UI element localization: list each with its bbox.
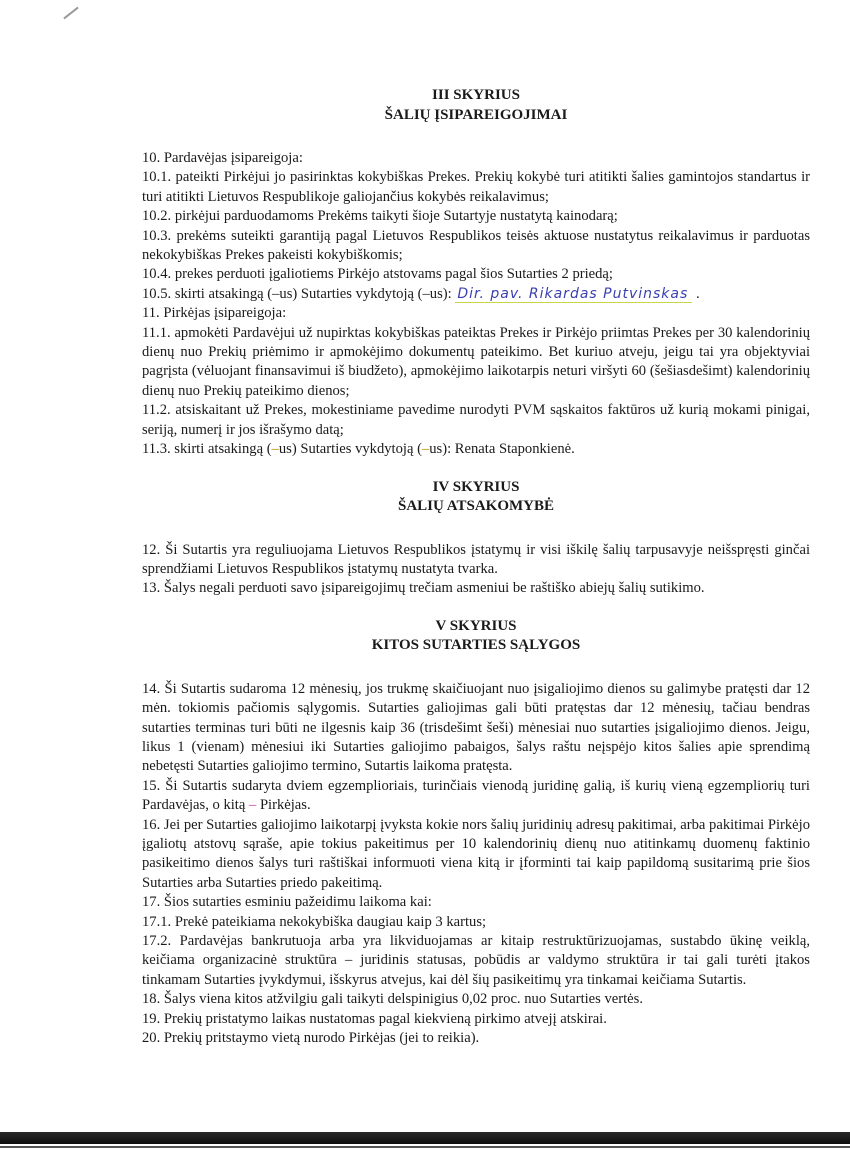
paragraph: 18. Šalys viena kitos atžvilgiu gali taikyti delspinigius 0,02 proc. nuo Sutarties vertės. bbox=[142, 991, 643, 1008]
section-heading-iv bbox=[142, 478, 810, 517]
paragraph: 17.2. Pardavėjas bankrutuoja arba yra likviduojamas ar kitaip restruktūrizuojamas, sustabdo ūkinę veiklą, keičiama organizacinė struktūra – juridinis statusas, pobūdis ar valdymo struktūra ir tai gali turėti įtakos tinkamam Sutarties įvykdymui, išskyrus atvejus, kai dėl šių pasikeitimų yra tinkamai keičiama Sutartis. bbox=[142, 933, 810, 988]
paragraph: 17.1. Prekė pateikiama nekokybiška daugiau kaip 3 kartus; bbox=[142, 913, 487, 930]
section-title: KITOS SUTARTIES SĄLYGOS bbox=[371, 637, 581, 654]
scan-bottom-line bbox=[0, 1146, 850, 1148]
section-number: V SKYRIUS bbox=[435, 617, 517, 634]
paragraph: 13. Šalys negali perduoti savo įsipareigojimų trečiam asmeniui be raštiško abiejų šalių sutikimo. bbox=[142, 580, 705, 597]
section-title: ŠALIŲ ĮSIPAREIGOJIMAI bbox=[384, 106, 568, 123]
signature-line-suffix: . bbox=[695, 285, 700, 302]
paragraph: 10.4. prekes perduoti įgaliotiems Pirkėjo atstovams pagal šios Sutarties 2 priedą; bbox=[142, 266, 613, 283]
highlight-dash: – bbox=[249, 797, 257, 814]
section-heading-iii bbox=[142, 86, 810, 125]
paragraph: 10.2. pirkėjui parduodamoms Prekėms taikyti šioje Sutartyje nustatytą kainodarą; bbox=[142, 208, 618, 225]
paragraph: 11.1. apmokėti Pardavėjui už nupirktas kokybiškas pateiktas Prekes ir Pirkėjo priimtas Prekes per 30 kalendorinių dienų nuo Prekių priėmimo ir apmokėjimo dokumentų pateikimo. Bet kuriuo atveju, jeigu tai yra objektyviai pagrįsta (vėluojant finansavimui iš biudžeto), apmokėjimo laikotarpis neturi viršyti 60 (šešiasdešimt) kalendorinių dienų nuo Prekių pateikimo dienos; bbox=[142, 324, 810, 399]
text-fragment: Pirkėjas. bbox=[256, 797, 311, 814]
text-fragment: us) Sutarties vykdytoją ( bbox=[278, 441, 422, 458]
highlight-dash: – bbox=[271, 441, 279, 458]
paragraph: 11.2. atsiskaitant už Prekes, mokestiniame pavedime nurodyti PVM sąskaitos faktūros už kurią mokami pinigai, seriją, numerį ir jos išrašymo datą; bbox=[142, 402, 810, 438]
text-fragment: 15. Ši Sutartis sudaryta dviem egzemplioriais, turinčiais vienodą juridinę galią, iš kurių vieną egzempliorių turi Pardavėjas, o kitą bbox=[142, 777, 810, 814]
paragraph: 14. Ši Sutartis sudaroma 12 mėnesių, jos trukmę skaičiuojant nuo įsigaliojimo dienos su galimybe pratęsti dar 12 mėn. tokiomis pačiomis sąlygomis. Sutarties galiojimas gali būti pratęstas dar 12 mėnesių, tačiau bendras sutarties terminas turi būti ne ilgesnis kaip 36 (trisdešimt šeši) mėnesiai nuo sutarties įsigaliojimo dienos. Jeigu, likus 1 (vienam) mėnesiui iki Sutarties galiojimo pabaigos, šalys raštu neįspėjo kitos šalies apie sprendimą nebetęsti Sutarties galiojimo termino, Sutartis laikoma pratęsta. bbox=[142, 680, 810, 775]
section-heading-v bbox=[142, 617, 810, 656]
paragraph: 12. Ši Sutartis yra reguliuojama Lietuvos Respublikos įstatymų ir visi iškilę šalių tarpusavyje neišspręsti ginčai sprendžiami Lietuvos Respublikos įstatymų nustatyta tvarka. bbox=[142, 541, 810, 577]
paragraph: 11. Pirkėjas įsipareigoja: bbox=[142, 305, 287, 322]
handwritten-signature: Dir. pav. Rikardas Putvinskas bbox=[455, 286, 692, 303]
section-number: IV SKYRIUS bbox=[432, 478, 520, 495]
scan-bottom-bar bbox=[0, 1132, 850, 1144]
paragraph: 10.3. prekėms suteikti garantiją pagal Lietuvos Respublikos teisės aktuose nustatytus reikalavimus ir parduotas nekokybiškas Prekes pakeisti kokybiškomis; bbox=[142, 227, 810, 264]
paragraph: 20. Prekių pritstaymo vietą nurodo Pirkėjas (jei to reikia). bbox=[142, 1030, 480, 1047]
document-page bbox=[142, 86, 810, 1048]
paragraph: 10.1. pateikti Pirkėjui jo pasirinktas kokybiškas Prekes. Prekių kokybė turi atitikti šalies gamintojos standartus ir turi atitikti Lietuvos Respublikoje galiojančius kokybės reikalavimus; bbox=[142, 169, 810, 205]
paragraph-15 bbox=[142, 777, 810, 816]
section-title: ŠALIŲ ATSAKOMYBĖ bbox=[397, 498, 554, 514]
scan-artifact-mark bbox=[63, 7, 78, 20]
signature-line-prefix: 10.5. skirti atsakingą (–us) Sutarties vykdytoją (–us): bbox=[142, 285, 452, 302]
paragraph-11-3 bbox=[142, 440, 810, 459]
signature-line bbox=[142, 285, 810, 304]
section-number: III SKYRIUS bbox=[432, 87, 520, 103]
paragraph: 10. Pardavėjas įsipareigoja: bbox=[142, 150, 303, 166]
highlight-dash: – bbox=[421, 441, 430, 458]
paragraph: 19. Prekių pristatymo laikas nustatomas pagal kiekvieną pirkimo atvejį atskirai. bbox=[142, 1010, 607, 1027]
text-fragment: us): Renata Staponkienė. bbox=[429, 441, 575, 458]
paragraph: 16. Jei per Sutarties galiojimo laikotarpį įvyksta kokie nors šalių juridinių adresų pakitimai, arba pakitimai Pirkėjo įgaliotų atstovų sąraše, apie tokius pakeitimus per 10 kalendorinių dienų nuo atitinkamų duomenų faktinio pasikeitimo dienos šalys turi raštiškai informuoti viena kitą ir įforminti tai kaip papildomą susitarimą prie šios Sutarties arba Sutarties priedo pakeitimą. bbox=[142, 816, 810, 891]
paragraph: 17. Šios sutarties esminiu pažeidimu laikoma kai: bbox=[142, 894, 432, 911]
text-fragment: 11.3. skirti atsakingą ( bbox=[142, 441, 272, 458]
